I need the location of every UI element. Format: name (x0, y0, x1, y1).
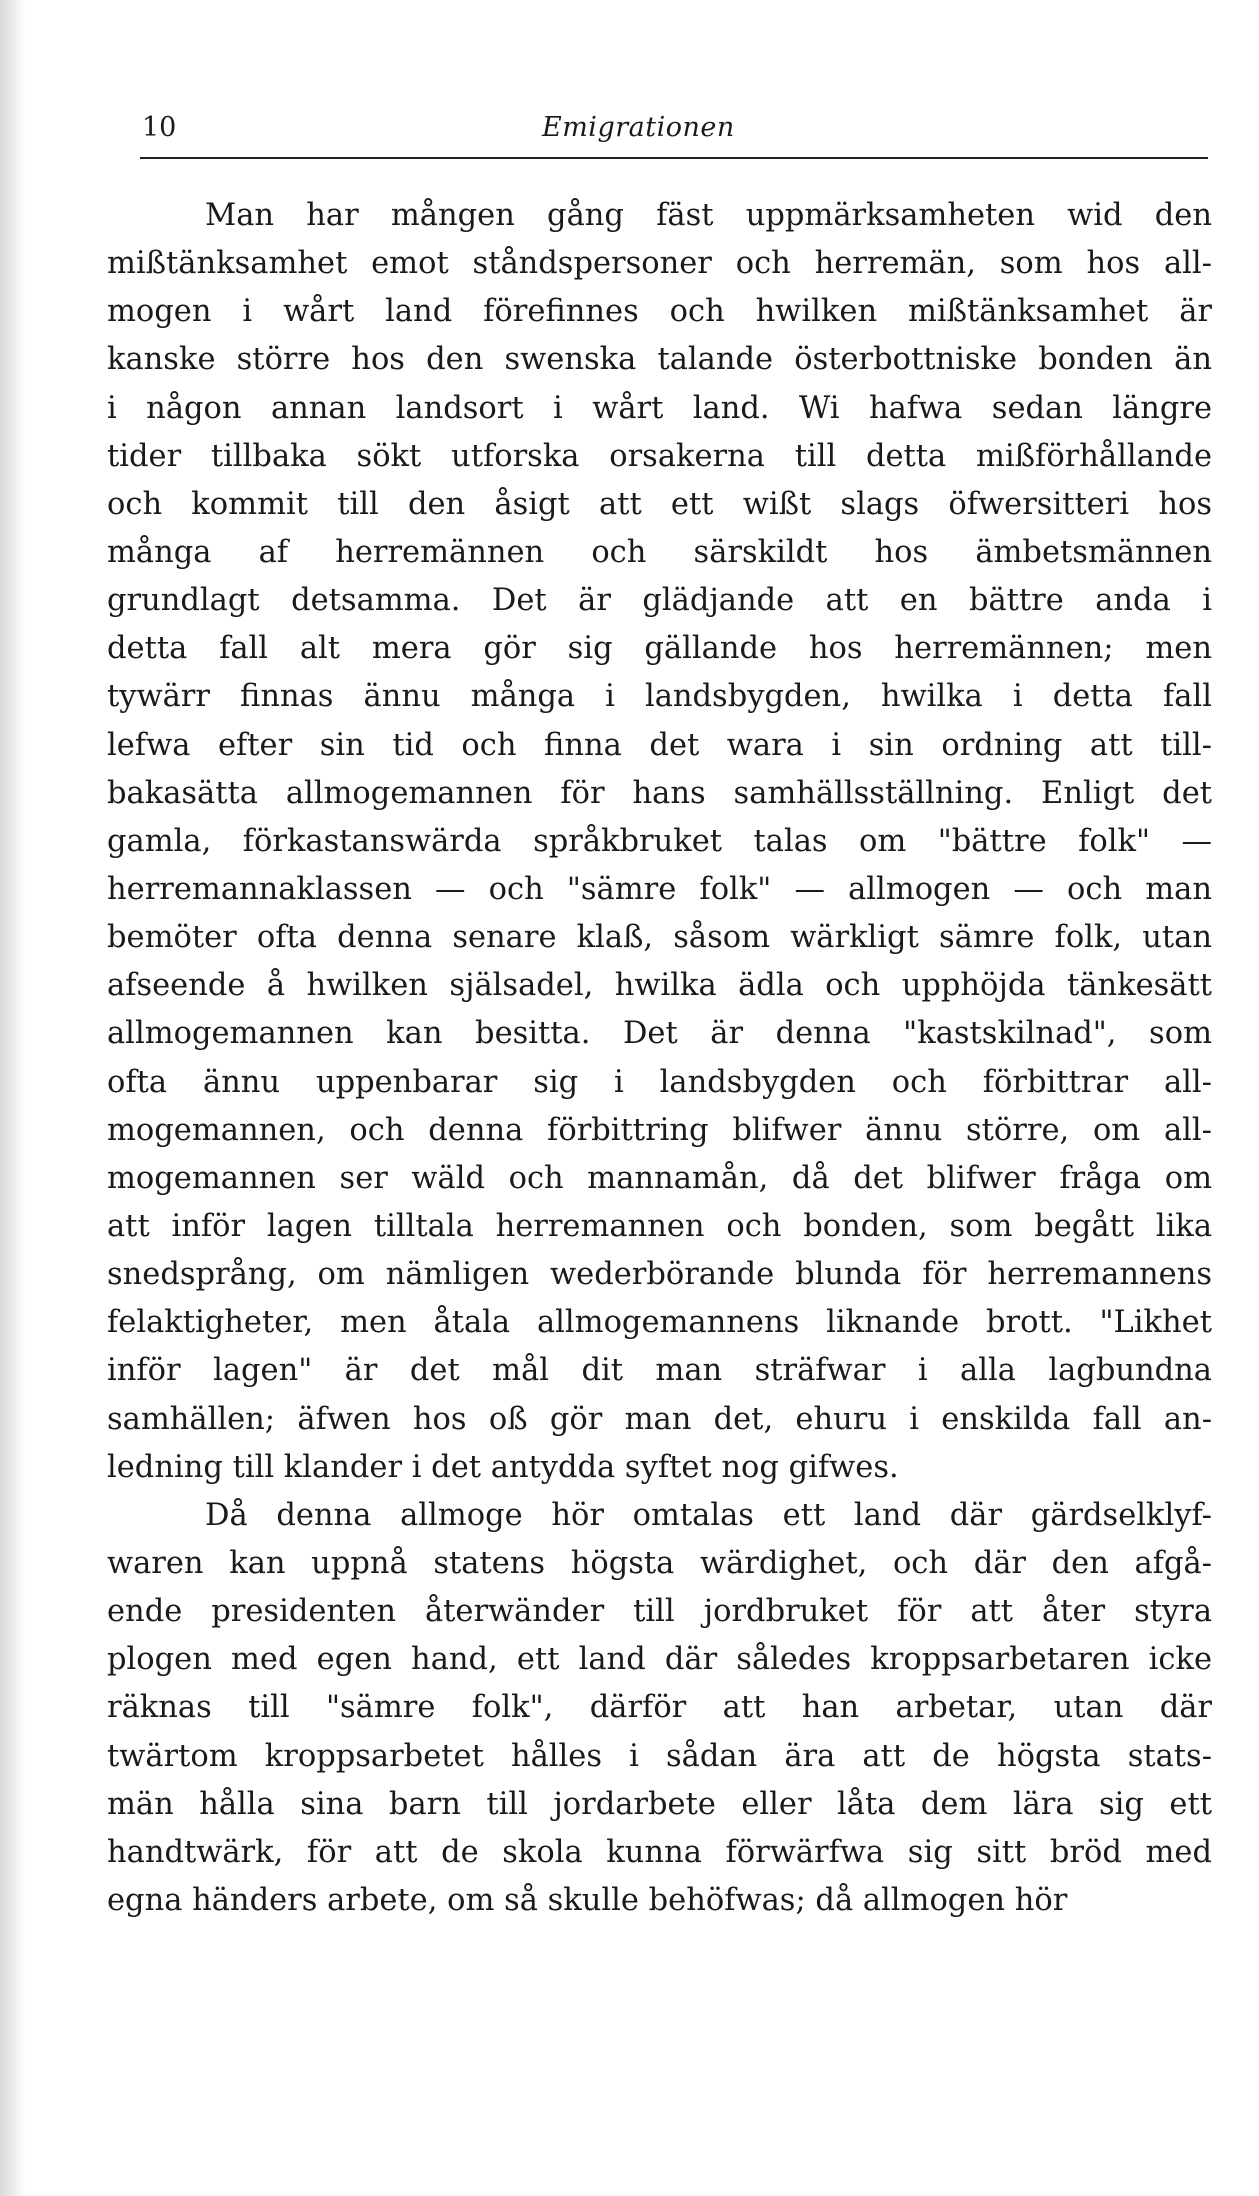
text-line: twärtom kroppsarbetet hålles i sådan ära att de högsta stats- (107, 1738, 1212, 1774)
paragraph-2 (107, 1492, 1212, 1925)
text-line: räknas till "sämre folk", därför att han arbetar, utan där (107, 1690, 1212, 1726)
text-line: tywärr finnas ännu många i landsbygden, hwilka i detta fall (107, 679, 1212, 715)
text-line: mogemannen ser wäld och mannamån, då det blifwer fråga om (107, 1160, 1212, 1196)
text-line: att inför lagen tilltala herremannen och bonden, som begått lika (107, 1208, 1212, 1244)
page-header (142, 108, 1208, 154)
text-line: handtwärk, för att de skola kunna förwärfwa sig sitt bröd med (107, 1834, 1212, 1870)
text-line: gamla, förkastanswärda språkbruket talas om "bättre folk" — (107, 823, 1212, 859)
text-line: egna händers arbete, om så skulle behöfwas; då allmogen hör (107, 1882, 1068, 1918)
running-title: Emigrationen (542, 112, 735, 143)
text-line: grundlagt detsamma. Det är glädjande att en bättre anda i (107, 583, 1212, 619)
text-line: herremannaklassen — och "sämre folk" — allmogen — och man (107, 871, 1212, 907)
page-number: 10 (142, 112, 177, 143)
text-line: detta fall alt mera gör sig gällande hos herremännen; men (107, 631, 1212, 667)
text-line: ofta ännu uppenbarar sig i landsbygden och förbittrar all- (107, 1064, 1212, 1100)
text-line: bakasätta allmogemannen för hans samhällsställning. Enligt det (107, 775, 1212, 811)
text-line: och kommit till den åsigt att ett wißt slags öfwersitteri hos (107, 486, 1212, 522)
text-line: män hålla sina barn till jordarbete eller låta dem lära sig ett (107, 1786, 1212, 1822)
text-line: felaktigheter, men åtala allmogemannens liknande brott. "Likhet (107, 1305, 1212, 1341)
text-line: mißtänksamhet emot ståndspersoner och herremän, som hos all- (107, 246, 1212, 282)
text-line: mogemannen, och denna förbittring blifwer ännu större, om all- (107, 1112, 1212, 1148)
text-line: snedsprång, om nämligen wederbörande blunda för herremannens (107, 1257, 1212, 1293)
text-line: kanske större hos den swenska talande österbottniske bonden än (107, 342, 1212, 378)
text-line: ende presidenten återwänder till jordbruket för att åter styra (107, 1594, 1212, 1630)
text-line: många af herremännen och särskildt hos ämbetsmännen (107, 534, 1212, 570)
text-line: waren kan uppnå statens högsta wärdighet, och där den afgå- (107, 1545, 1212, 1581)
text-line: allmogemannen kan besitta. Det är denna "kastskilnad", som (107, 1016, 1212, 1052)
header-rule (140, 157, 1208, 159)
text-line: plogen med egen hand, ett land där således kroppsarbetaren icke (107, 1642, 1212, 1678)
text-line: inför lagen" är det mål dit man sträfwar i alla lagbundna (107, 1353, 1212, 1389)
text-line: i någon annan landsort i wårt land. Wi hafwa sedan längre (107, 390, 1212, 426)
text-line: tider tillbaka sökt utforska orsakerna till detta mißförhållande (107, 438, 1212, 474)
body-text (107, 192, 1212, 1925)
text-line: bemöter ofta denna senare klaß, såsom wärkligt sämre folk, utan (107, 920, 1212, 956)
text-line: samhällen; äfwen hos oß gör man det, ehuru i enskilda fall an- (107, 1401, 1212, 1437)
text-line: mogen i wårt land förefinnes och hwilken mißtänksamhet är (107, 294, 1212, 330)
page-edge-shadow (0, 0, 26, 2196)
text-line: afseende å hwilken själsadel, hwilka ädla och upphöjda tänkesätt (107, 968, 1212, 1004)
text-line: ledning till klander i det antydda syftet nog gifwes. (107, 1449, 899, 1485)
paragraph-1 (107, 192, 1212, 1492)
text-line: lefwa efter sin tid och finna det wara i sin ordning att till- (107, 727, 1212, 763)
text-line: Man har mången gång fäst uppmärksamheten wid den (205, 198, 1212, 233)
text-line: Då denna allmoge hör omtalas ett land där gärdselklyf- (205, 1497, 1212, 1533)
